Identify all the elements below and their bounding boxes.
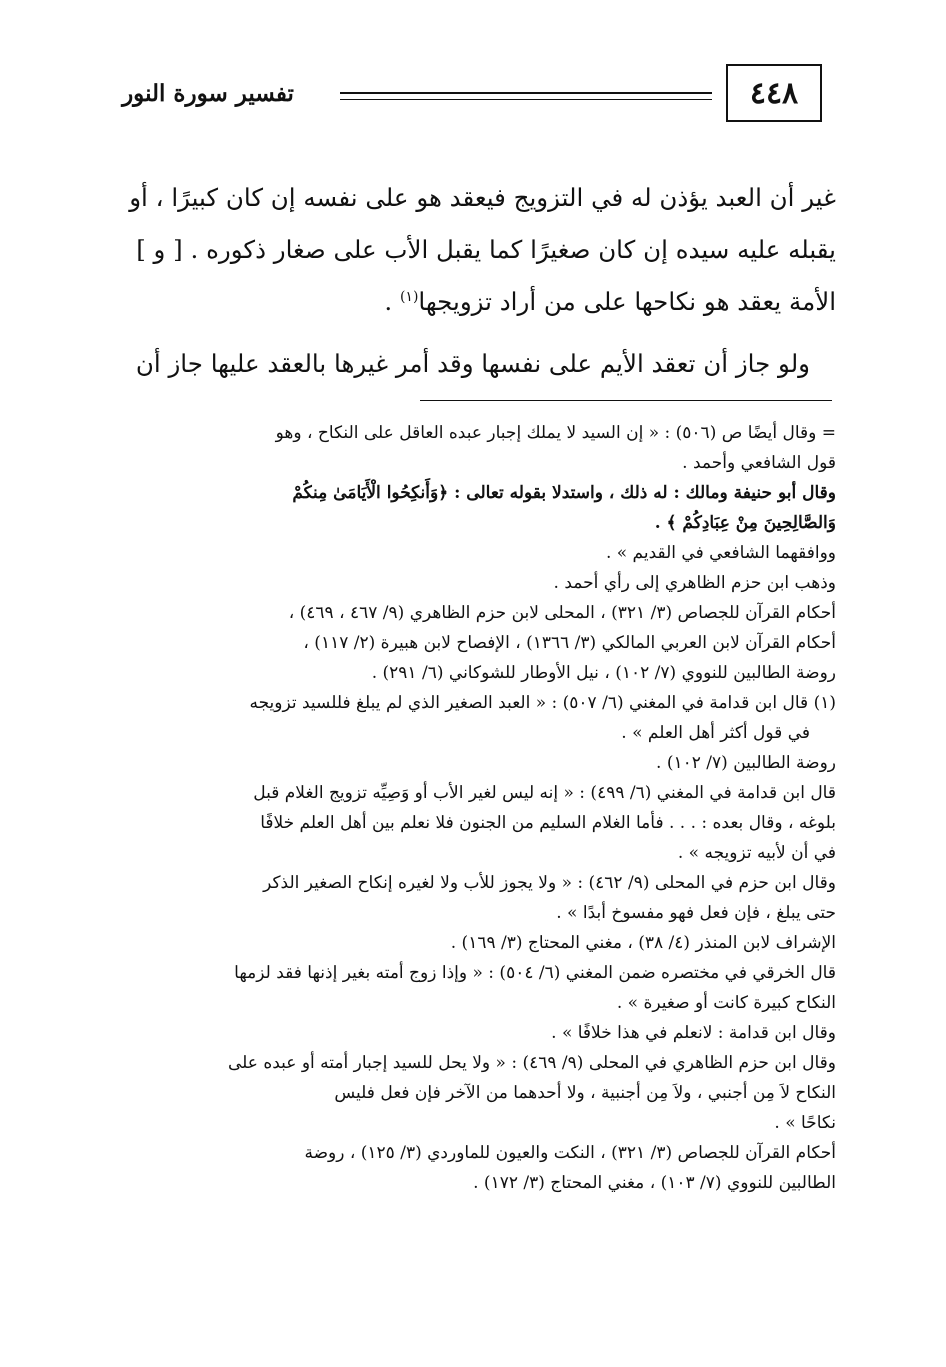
main-line: ولو جاز أن تعقد الأيم على نفسها وقد أمر غيرها بالعقد عليها جاز أن	[135, 349, 810, 378]
footnote-line: قال ابن قدامة في المغني (٦/ ٤٩٩) : « إنه ليس لغير الأب أو وَصِيِّه تزويج الغلام قبل	[253, 783, 836, 803]
main-line-text: الأمة يعقد هو نكاحها على من أراد تزويجها	[418, 287, 836, 316]
footnote-line: النكاح كبيرة كانت أو صغيرة » .	[616, 993, 836, 1013]
footnote-line: أحكام القرآن للجصاص (٣/ ٣٢١) ، المحلى لابن حزم الظاهري (٩/ ٤٦٧ ، ٤٦٩) ،	[288, 603, 836, 623]
footnote-line: روضة الطالبين (٧/ ١٠٢) .	[656, 753, 836, 773]
footnote-line: (١) قال ابن قدامة في المغني (٦/ ٥٠٧) : « العبد الصغير الذي لم يبلغ فللسيد تزويجه	[249, 693, 836, 713]
footnote-line: الطالبين للنووي (٧/ ١٠٣) ، مغني المحتاج (٣/ ١٧٢) .	[473, 1173, 836, 1193]
footnote-line: قول الشافعي وأحمد .	[682, 453, 836, 473]
footnote-line: النكاح لاَ مِن أجنبي ، ولاَ مِن أجنبية ، ولا أحدهما من الآخر فإن فعل فليس	[334, 1083, 836, 1103]
page-number: ٤٤٨	[726, 64, 822, 122]
footnote-line: الإشراف لابن المنذر (٤/ ٣٨) ، مغني المحتاج (٣/ ١٦٩) .	[450, 933, 836, 953]
footnote-line: أحكام القرآن لابن العربي المالكي (٣/ ١٣٦٦) ، الإفصاح لابن هبيرة (٢/ ١١٧) ،	[303, 633, 836, 653]
footnote-line: بلوغه ، وقال بعده : . . . فأما الغلام السليم من الجنون فلا نعلم بين أهل العلم خلافًا	[260, 813, 836, 833]
footnote-line: وقال ابن حزم الظاهري في المحلى (٩/ ٤٦٩) : « ولا يحل للسيد إجبار أمته أو عبده على	[227, 1053, 836, 1073]
footnote-line: وقال أبو حنيفة ومالك : له ذلك ، واستدلا بقوله تعالى : ﴿وَأَنكِحُوا الْأَيَامَىٰ مِنكُمْ	[292, 483, 836, 503]
footnote-line: حتى يبلغ ، فإن فعل فهو مفسوخ أبدًا » .	[556, 903, 836, 923]
footnote-marker: (١)	[399, 288, 419, 305]
footnote-line: في قول أكثر أهل العلم » .	[621, 723, 810, 743]
main-line-end: .	[384, 287, 400, 316]
main-line: يقبله عليه سيده إن كان صغيرًا كما يقبل الأب على صغار ذكوره . [ و ]	[136, 235, 836, 264]
footnote-line: وذهب ابن حزم الظاهري إلى رأي أحمد .	[553, 573, 836, 593]
footnote-divider	[420, 400, 832, 401]
main-line	[106, 276, 836, 328]
footnote-line: وَالصَّالِحِينَ مِنْ عِبَادِكُمْ ﴾ .	[654, 513, 836, 533]
footnote-line: قال الخرقي في مختصره ضمن المغني (٦/ ٥٠٤) : « وإذا زوج أمته بغير إذنها فقد لزمها	[234, 963, 836, 983]
footnote-line: في أن لأبيه تزويجه » .	[677, 843, 836, 863]
footnote-line: أحكام القرآن للجصاص (٣/ ٣٢١) ، النكت والعيون للماوردي (٣/ ١٢٥) ، روضة	[304, 1143, 836, 1163]
main-text	[106, 172, 836, 390]
header-divider	[340, 92, 712, 100]
footnote-line: وقال ابن قدامة : لانعلم في هذا خلافًا » .	[551, 1023, 836, 1043]
footnote-line: نكاحًا » .	[774, 1113, 836, 1133]
main-line: غير أن العبد يؤذن له في التزويج فيعقد هو على نفسه إن كان كبيرًا ، أو	[129, 183, 836, 212]
running-title: تفسير سورة النور	[122, 80, 294, 107]
footnote-line: = وقال أيضًا ص (٥٠٦) : « إن السيد لا يملك إجبار عبده العاقل على النكاح ، وهو	[275, 423, 836, 443]
footnote-line: روضة الطالبين للنووي (٧/ ١٠٢) ، نيل الأوطار للشوكاني (٦/ ٢٩١) .	[371, 663, 836, 683]
footnotes	[106, 418, 836, 1198]
footnote-line: وقال ابن حزم في المحلى (٩/ ٤٦٢) : « ولا يجوز للأب ولا لغيره إنكاح الصغير الذكر	[263, 873, 836, 893]
footnote-line: ووافقهما الشافعي في القديم » .	[605, 543, 836, 563]
